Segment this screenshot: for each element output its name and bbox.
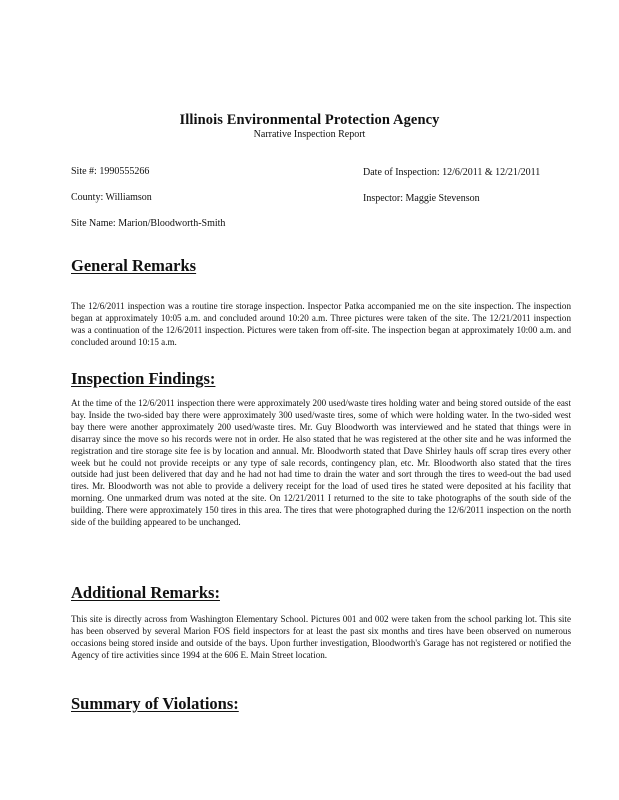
general-remarks-heading: General Remarks xyxy=(71,256,197,275)
additional-remarks-text: This site is directly across from Washington Elementary School. Pictures 001 and 002 were taken from the school parking lot. This site has been observed by several Marion FOS field inspectors for at least the past six months and tires have been observed on numerous occasions being stored inside and outside of the bays. Upon further investigation, Bloodworth's Garage has not registered or notified the Agency of tire activities since 1994 at the 606 E. Main Street location. xyxy=(71,614,571,660)
additional-remarks-heading: Additional Remarks: xyxy=(71,583,220,602)
county: County: Williamson xyxy=(71,192,152,203)
site-number: Site #: 1990555266 xyxy=(71,166,150,177)
site-name: Site Name: Marion/Bloodworth-Smith xyxy=(71,218,226,229)
agency-title: Illinois Environmental Protection Agency xyxy=(179,112,440,128)
date-of-inspection: Date of Inspection: 12/6/2011 & 12/21/2011 xyxy=(363,167,541,178)
inspector: Inspector: Maggie Stevenson xyxy=(363,193,480,204)
general-remarks-text: The 12/6/2011 inspection was a routine tire storage inspection. Inspector Patka accompanied me on the site inspection. The inspection began at approximately 10:05 a.m. and concluded around 10:20 a.m. Three pictures were taken of the site. The 12/21/2011 inspection was a continuation of the 12/6/2011 inspection. Pictures were taken from off-site. The inspection began at approximately 10:00 a.m. and concluded around 10:15 a.m. xyxy=(71,301,571,347)
report-subtitle: Narrative Inspection Report xyxy=(253,129,366,140)
inspection-findings-text: At the time of the 12/6/2011 inspection there were approximately 200 used/waste tires holding water and being stored outside of the east bay. Inside the two-sided bay there were approximately 300 used/waste tires, some of which were holding water. In the two-sided west bay there were another approximately 200 used/waste tires. Mr. Guy Bloodworth was interviewed and he stated that things were in disarray since the move so his records were not in order. He also stated that he was registered at the other site and he was informed the registration and tire storage site fee is by location and annual. Mr. Bloodworth stated that Dave Shirley hauls off scrap tires every other week but he could not provide receipts or any type of sale records, contingency plan, etc. Mr. Bloodworth also stated that the tires outside had just been delivered that day and he had not had time to drain the water and sort through the tires to weed-out the bad used tires. Mr. Bloodworth was not able to provide a delivery receipt for the load of used tires he stated were deposited at his facility that morning. One unmarked drum was noted at the site. On 12/21/2011 I returned to the site to take photographs of the south side of the building. There were approximately 150 tires in this area. The tires that were photographed during the 12/6/2011 inspection on the north side of the building appeared to be unchanged. xyxy=(71,398,571,528)
inspection-findings-heading: Inspection Findings: xyxy=(71,369,216,388)
summary-of-violations-heading: Summary of Violations: xyxy=(71,694,239,713)
